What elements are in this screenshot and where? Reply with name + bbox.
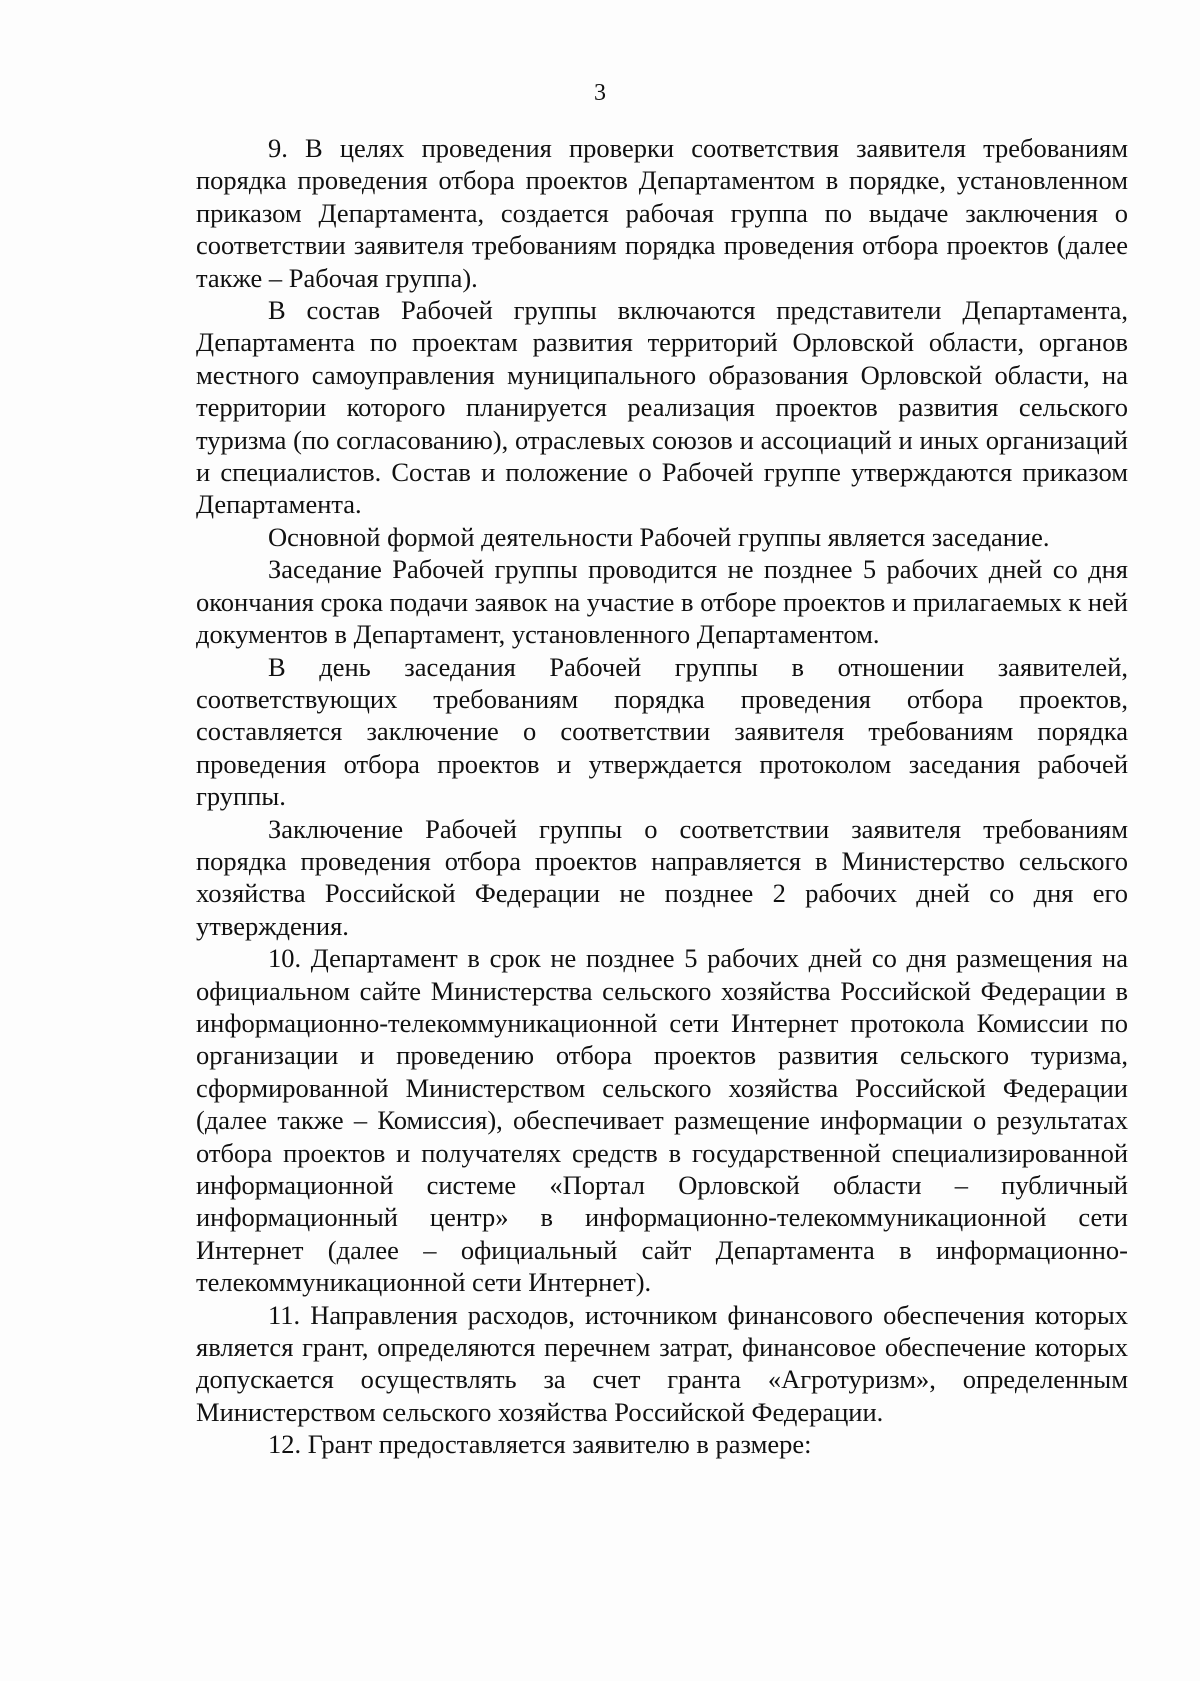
- paragraph-meeting-form: Основной формой деятельности Рабочей группы является заседание.: [268, 521, 1050, 552]
- paragraph-working-group-composition: В состав Рабочей группы включаются представители Департамента, Департамента по проектам развития территорий Орловской области, органов местного самоуправления муниципального образования Орловской области, на территории которого планируется реализация проектов развития сельского туризма (по согласованию), отраслевых союзов и ассоциаций и иных организаций и специалистов. Состав и положение о Рабочей группе утверждаются приказом Департамента.: [196, 295, 1128, 520]
- paragraph-9: 9. В целях проведения проверки соответствия заявителя требованиям порядка проведения отбора проектов Департаментом в порядке, установленном приказом Департамента, создается рабочая группа по выдаче заключения о соответствии заявителя требованиям порядка проведения отбора проектов (далее также – Рабочая группа).: [196, 133, 1128, 293]
- paragraph-conclusion-sent: Заключение Рабочей группы о соответствии заявителя требованиям порядка проведения отбора проектов направляется в Министерство сельского хозяйства Российской Федерации не позднее 2 рабочих дней со дня его утверждения.: [196, 813, 1128, 941]
- paragraph-meeting-day: В день заседания Рабочей группы в отношении заявителей, соответствующих требованиям порядка проведения отбора проектов, составляется заключение о соответствии заявителя требованиям порядка проведения отбора проектов и утверждается протоколом заседания рабочей группы.: [196, 651, 1128, 812]
- document-body: [196, 132, 1128, 1461]
- paragraph-12: 12. Грант предоставляется заявителю в размере:: [268, 1429, 812, 1460]
- page-number: 3: [594, 80, 606, 106]
- paragraph-meeting-deadline: Заседание Рабочей группы проводится не позднее 5 рабочих дней со дня окончания срока подачи заявок на участие в отборе проектов и прилагаемых к ней документов в Департамент, установленного Департаментом.: [196, 554, 1128, 650]
- paragraph-10: 10. Департамент в срок не позднее 5 рабочих дней со дня размещения на официальном сайте Министерства сельского хозяйства Российской Федерации в информационно-телекоммуникационной сети Интернет протокола Комиссии по организации и проведению отбора проектов развития сельского туризма, сформированной Министерством сельского хозяйства Российской Федерации (далее также – Комиссия), обеспечивает размещение информации о результатах отбора проектов и получателях средств в государственной специализированной информационной системе «Портал Орловской области – публичный информационный центр» в информационно-телекоммуникационной сети Интернет (далее – официальный сайт Департамента в информационно-телекоммуникационной сети Интернет).: [196, 943, 1128, 1298]
- paragraph-11: 11. Направления расходов, источником финансового обеспечения которых является грант, определяются перечнем затрат, финансовое обеспечение которых допускается осуществлять за счет гранта «Агротуризм», определенным Министерством сельского хозяйства Российской Федерации.: [196, 1299, 1128, 1427]
